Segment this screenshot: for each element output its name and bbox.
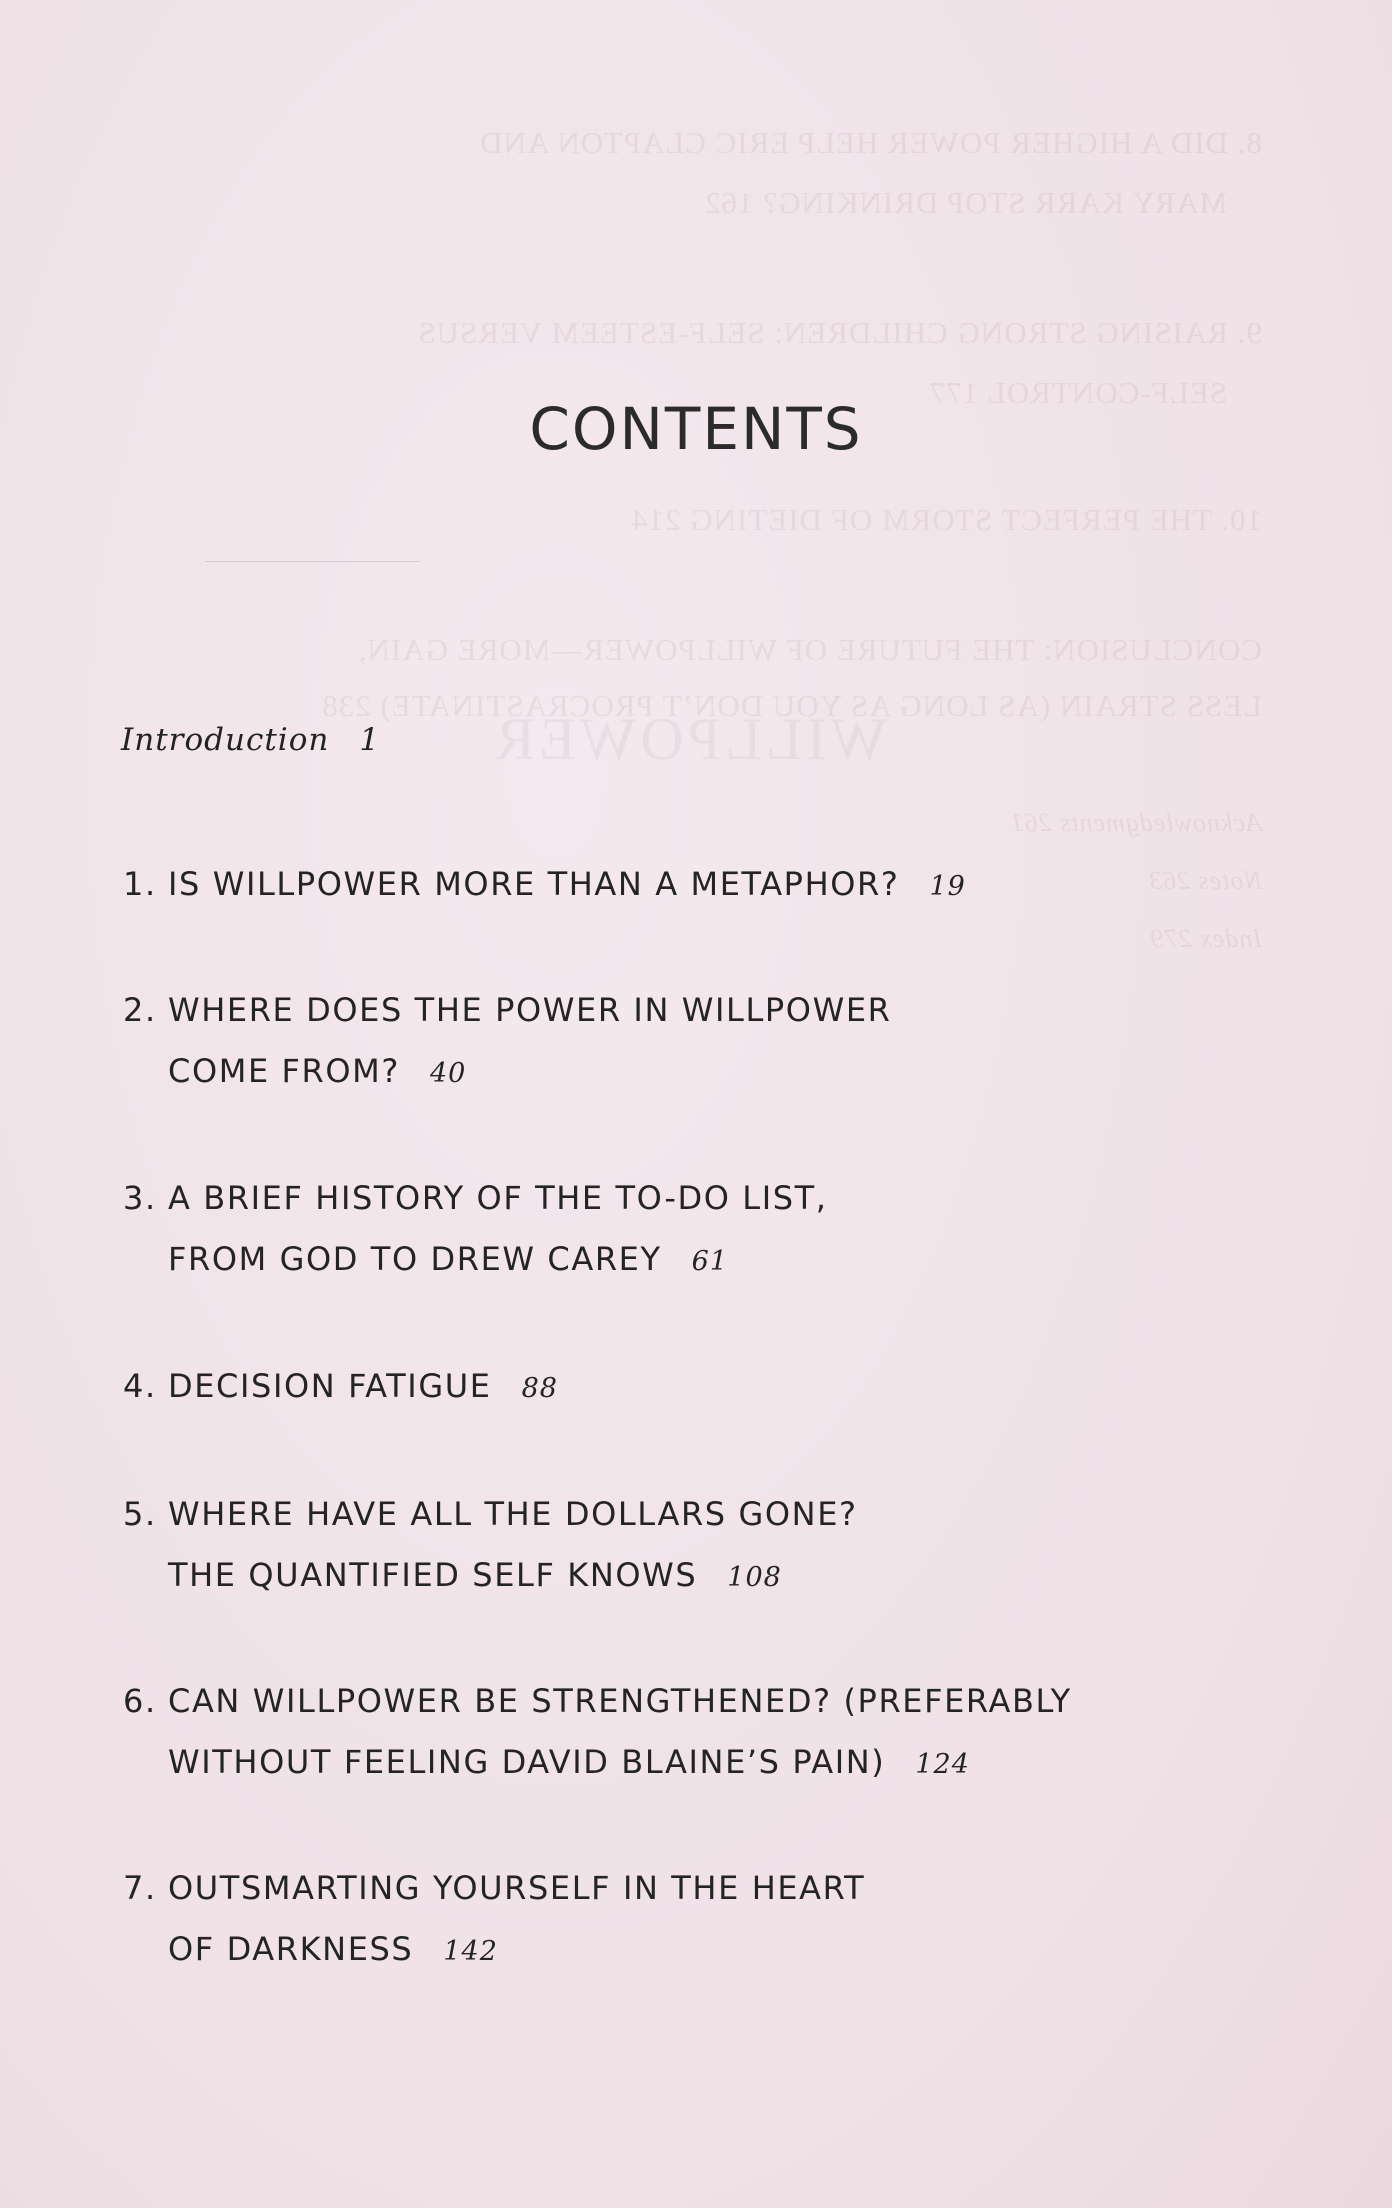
chapter-title: IS WILLPOWER MORE THAN A METAPHOR? — [168, 865, 900, 903]
ghost-line: Index 279 — [1149, 924, 1262, 953]
ghost-line: 10. THE PERFECT STORM OF DIETING 214 — [630, 502, 1262, 537]
chapter-title: OUTSMARTING YOURSELF IN THE HEART — [168, 1869, 866, 1907]
chapter-number: 7. — [123, 1869, 157, 1907]
chapter-title: CAN WILLPOWER BE STRENGTHENED? (PREFERABLY — [168, 1682, 1072, 1720]
page-number: 88 — [521, 1373, 558, 1404]
page-number: 1 — [359, 722, 381, 758]
show-through-text — [0, 0, 1392, 1100]
chapter-title-line2: COME FROM? — [168, 1052, 400, 1090]
ghost-title: WILLPOWER — [491, 706, 887, 772]
chapter-number: 4. — [123, 1367, 157, 1405]
page-number: 19 — [929, 871, 966, 902]
ghost-line: Notes 263 — [1148, 866, 1262, 895]
chapter-title-line2: OF DARKNESS — [168, 1930, 414, 1968]
chapter-title: WHERE DOES THE POWER IN WILLPOWER — [168, 991, 892, 1029]
chapter-number: 2. — [123, 991, 157, 1029]
ghost-line: 9. RAISING STRONG CHILDREN: SELF-ESTEEM VERSUS — [417, 315, 1262, 350]
chapter-number: 1. — [123, 865, 157, 903]
ghost-line: LESS STRAIN (AS LONG AS YOU DON’T PROCRASTINATE) 238 — [321, 688, 1262, 723]
toc-chapter-5 — [123, 1484, 858, 1608]
show-through-rule — [205, 561, 420, 562]
introduction-title: Introduction — [121, 722, 330, 758]
chapter-number: 3. — [123, 1179, 157, 1217]
chapter-title-line2: WITHOUT FEELING DAVID BLAINE’S PAIN) — [168, 1743, 886, 1781]
ghost-line: 8. DID A HIGHER POWER HELP ERIC CLAPTON AND — [479, 125, 1262, 160]
page-title: CONTENTS — [529, 395, 863, 463]
chapter-number: 5. — [123, 1495, 157, 1533]
toc-chapter-2 — [123, 980, 892, 1104]
chapter-title: DECISION FATIGUE — [168, 1367, 492, 1405]
toc-chapter-7 — [123, 1858, 865, 1982]
page-number: 142 — [443, 1936, 498, 1967]
toc-introduction — [121, 722, 380, 758]
chapter-number: 6. — [123, 1682, 157, 1720]
chapter-title-line2: FROM GOD TO DREW CAREY — [168, 1240, 662, 1278]
chapter-title: A BRIEF HISTORY OF THE TO-DO LIST, — [168, 1179, 828, 1217]
chapter-title: WHERE HAVE ALL THE DOLLARS GONE? — [168, 1495, 858, 1533]
page-number: 124 — [915, 1749, 970, 1780]
toc-chapter-6 — [123, 1671, 1072, 1795]
ghost-line: Acknowledgments 261 — [1009, 808, 1262, 837]
ghost-line: CONCLUSION: THE FUTURE OF WILLPOWER—MORE GAIN, — [357, 632, 1262, 667]
chapter-title-line2: THE QUANTIFIED SELF KNOWS — [168, 1556, 698, 1594]
page-number: 108 — [727, 1562, 782, 1593]
page-number: 61 — [691, 1246, 729, 1277]
ghost-line: SELF-CONTROL 177 — [928, 375, 1227, 410]
toc-chapter-4 — [123, 1356, 558, 1419]
toc-chapter-1 — [123, 854, 966, 917]
ghost-line: MARY KARR STOP DRINKING? 162 — [704, 185, 1227, 220]
toc-chapter-3 — [123, 1168, 828, 1292]
page-number: 40 — [429, 1058, 467, 1089]
